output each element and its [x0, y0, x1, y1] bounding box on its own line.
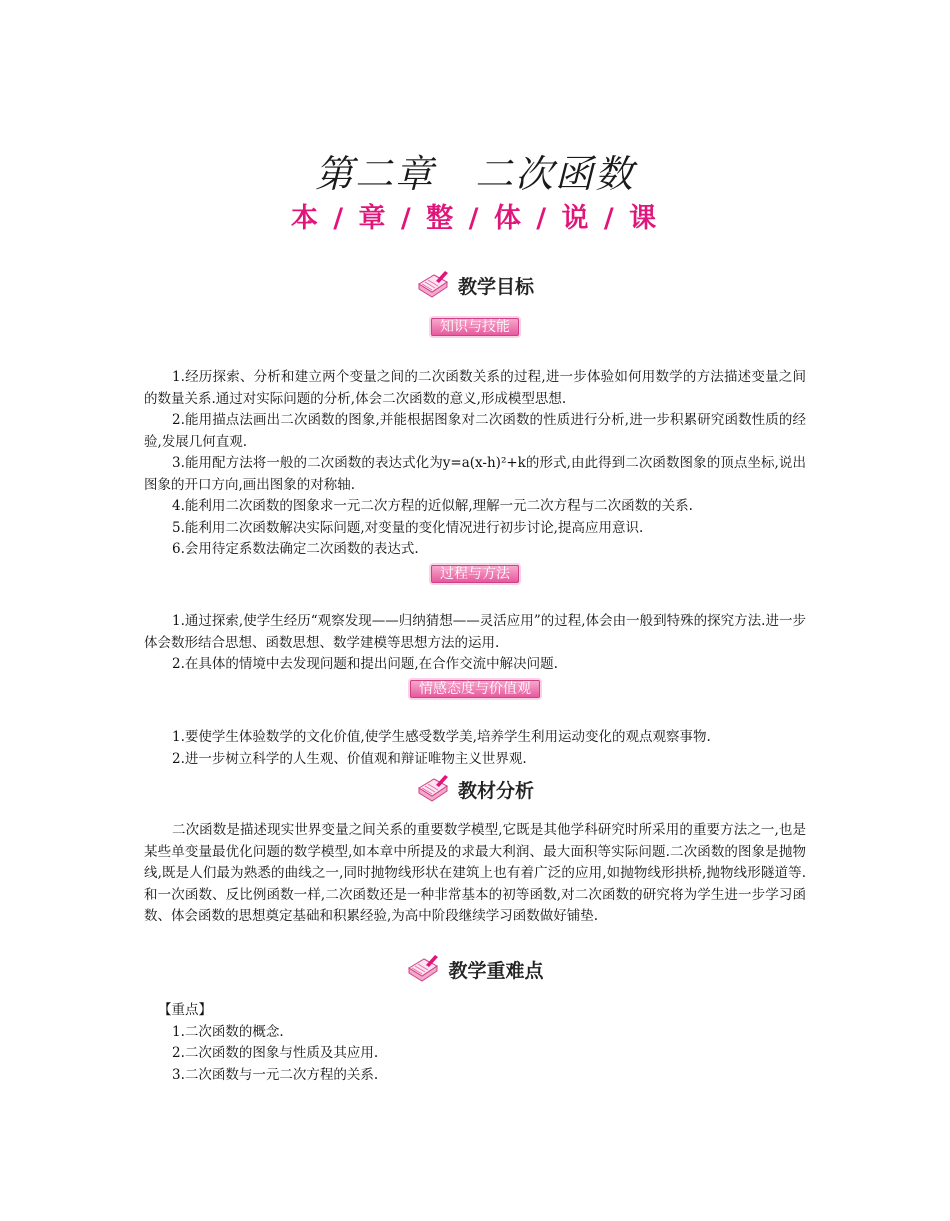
- list-item: 2.在具体的情境中去发现问题和提出问题,在合作交流中解决问题.: [172, 656, 558, 672]
- tag-attitude: [0, 678, 950, 700]
- list-item: 2.能用描点法画出二次函数的图象,并能根据图象对二次函数的性质进行分析,进一步积累研究函数性质的经验,发展几何直观.: [144, 412, 806, 450]
- list-item: 3.二次函数与一元二次方程的关系.: [172, 1066, 379, 1083]
- section-header-analysis: [0, 774, 950, 808]
- attitude-list: [144, 727, 806, 770]
- knowledge-list: [144, 367, 806, 561]
- tag-label: 情感态度与价值观: [410, 680, 540, 698]
- section-header-goals: [0, 270, 950, 304]
- key-label: 【重点】: [158, 1002, 212, 1018]
- list-item: 1.通过探索,使学生经历“观察发现——归纳猜想——灵活应用”的过程,体会由一般到特殊的探究方法.进一步体会数形结合思想、函数思想、数学建模等思想方法的运用.: [144, 613, 806, 651]
- list-item: 1.经历探索、分析和建立两个变量之间的二次函数关系的过程,进一步体验如何用数学的方法描述变量之间的数量关系.通过对实际问题的分析,体会二次函数的意义,形成模型思想.: [144, 369, 806, 407]
- book-pen-icon: [416, 774, 450, 804]
- book-pen-icon: [406, 954, 440, 984]
- list-item: 2.进一步树立科学的人生观、价值观和辩证唯物主义世界观.: [172, 750, 527, 767]
- section-title: 教学目标: [457, 275, 534, 298]
- list-item: 4.能利用二次函数的图象求一元二次方程的近似解,理解一元二次方程与二次函数的关系.: [172, 498, 693, 514]
- list-item: 6.会用待定系数法确定二次函数的表达式.: [172, 541, 419, 557]
- list-item: 2.二次函数的图象与性质及其应用.: [172, 1045, 379, 1061]
- section-title: 教材分析: [457, 779, 534, 802]
- list-item: 1.二次函数的概念.: [172, 1023, 284, 1040]
- analysis-text: [144, 820, 806, 928]
- tag-label: 知识与技能: [431, 318, 519, 336]
- key-points-list: [144, 1000, 806, 1086]
- list-item: 5.能利用二次函数解决实际问题,对变量的变化情况进行初步讨论,提高应用意识.: [172, 519, 644, 536]
- book-pen-icon: [416, 270, 450, 300]
- section-title: 教学重难点: [448, 959, 544, 982]
- list-item: 3.能用配方法将一般的二次函数的表达式化为y=a(x-h)²+k的形式,由此得到二次函数图象的顶点坐标,说出图象的开口方向,画出图象的对称轴.: [144, 455, 806, 493]
- section-header-key-points: [0, 954, 950, 988]
- tag-knowledge: [0, 316, 950, 338]
- list-item: 1.要使学生体验数学的文化价值,使学生感受数学美,培养学生利用运动变化的观点观察事物.: [172, 729, 711, 745]
- chapter-subtitle: 本 / 章 / 整 / 体 / 说 / 课: [290, 203, 660, 234]
- tag-label: 过程与方法: [431, 565, 519, 583]
- chapter-title: 第二章 二次函数: [314, 152, 635, 196]
- paragraph: 二次函数是描述现实世界变量之间关系的重要数学模型,它既是其他学科研究时所采用的重要方法之一,也是某些单变量最优化问题的数学模型,如本章中所提及的求最大利润、最大面积等实际问题.二次函数的图象是抛物线,既是人们最为熟悉的曲线之一,同时抛物线形状在建筑上也有着广泛的应用,如抛物线形拱桥,抛物线形隧道等.和一次函数、反比例函数一样,二次函数还是一种非常基本的初等函数,对二次函数的研究将为学生进一步学习函数、体会函数的思想奠定基础和积累经验,为高中阶段继续学习函数做好铺垫.: [144, 822, 806, 924]
- tag-process: [0, 563, 950, 585]
- process-list: [144, 611, 806, 676]
